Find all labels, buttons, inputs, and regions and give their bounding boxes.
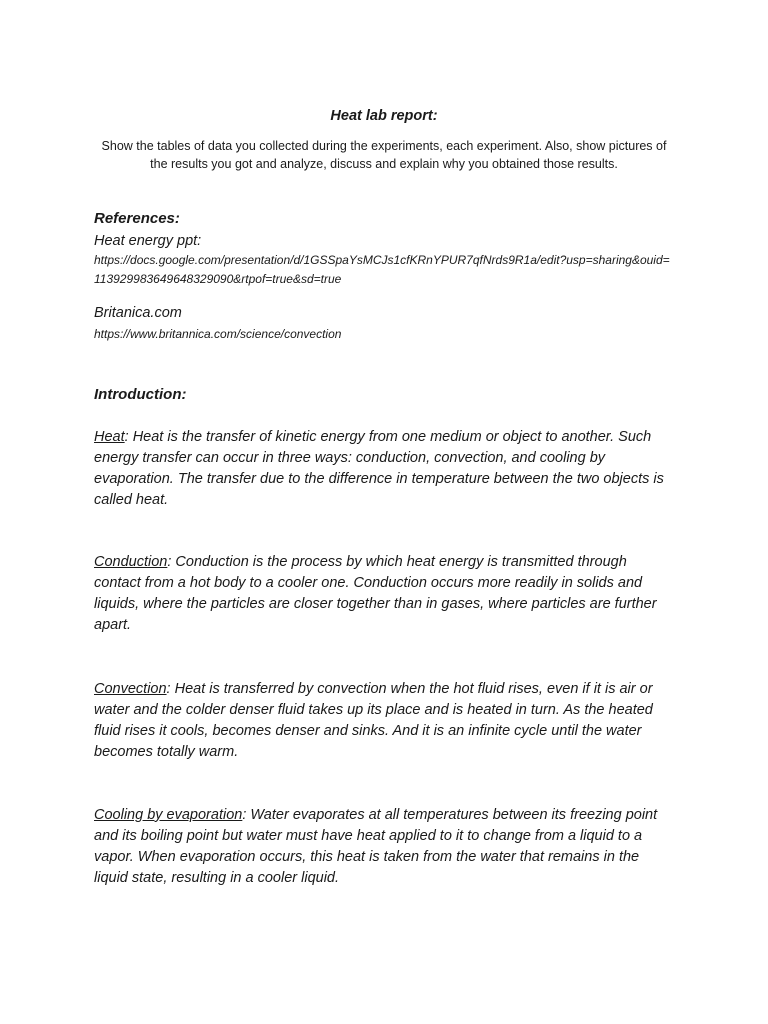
intro-paragraph-convection (94, 679, 674, 763)
document-title: Heat lab report: (330, 108, 438, 124)
term-conduction: Conduction (94, 554, 168, 570)
paragraph-text: : Conduction is the process by which heat energy is transmitted through contact from a hot body to a cooler one. Conduction occurs more readily in solids and liquids, where the particles are closer together than in gases, where particles are further apart. (94, 554, 657, 633)
term-convection: Convection (94, 681, 167, 697)
term-heat: Heat (94, 429, 125, 445)
paragraph-text: : Water evaporates at all temperatures between its freezing point and its boiling point but water must have heat applied to it to change from a liquid to a vapor. When evaporation occurs, this heat is taken from the water that remains in the liquid state, resulting in a cooler liquid. (94, 807, 658, 886)
intro-paragraph-evaporation (94, 805, 674, 889)
reference-url: https://www.britannica.com/science/convection (94, 327, 342, 341)
paragraph-text: : Heat is the transfer of kinetic energy from one medium or object to another. Such energy transfer can occur in three ways: conduction, convection, and cooling by evaporation. The transfer due to the difference in temperature between the two objects is called heat. (94, 429, 664, 508)
reference-name: Heat energy ppt: (94, 233, 202, 249)
term-cooling-by-evaporation: Cooling by evaporation (94, 807, 243, 823)
intro-paragraph-conduction (94, 552, 674, 636)
references-heading: References: (94, 210, 180, 227)
instructions-text: Show the tables of data you collected during the experiments, each experiment. Also, show pictures of the results you got and analyze, discuss and explain why you obtained those results. (101, 139, 667, 171)
introduction-heading: Introduction: (94, 386, 187, 403)
intro-paragraph-heat (94, 427, 674, 511)
reference-url: https://docs.google.com/presentation/d/1GSSpaYsMCJs1cfKRnYPUR7qfNrds9R1a/edit?usp=sharing&ouid=113929983649648329090&rtpof=true&sd=true (94, 253, 670, 286)
reference-name: Britanica.com (94, 305, 182, 321)
paragraph-text: : Heat is transferred by convection when the hot fluid rises, even if it is air or water and the colder denser fluid takes up its place and is heated in turn. As the heated fluid rises it cools, becomes denser and sinks. And it is an infinite cycle until the water becomes totally warm. (94, 681, 653, 760)
